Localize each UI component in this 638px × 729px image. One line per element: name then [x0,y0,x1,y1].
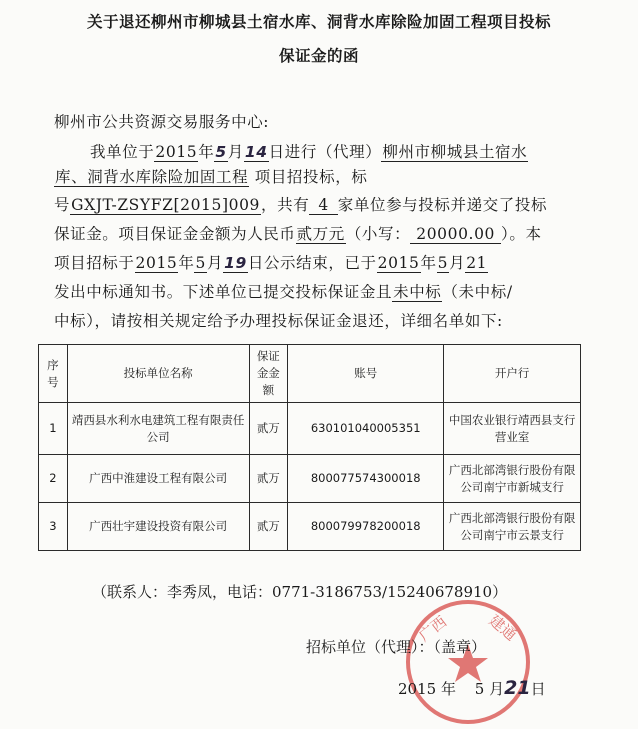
date-day: 19 [224,254,247,272]
body-line-1 [90,140,620,162]
row-bank: 广西北部湾银行股份有限公司南宁市新城支行 [444,455,581,503]
row-account: 630101040005351 [288,403,444,455]
table-row [39,403,581,455]
body-line-7: 中标），请按相关规定给予办理投标保证金退还，详细名单如下: [54,312,503,330]
amount-chinese: 贰万元 [296,225,345,243]
header-index: 序号 [39,345,68,403]
text: 月 [227,143,244,161]
svg-text:广西: 广西 [415,612,451,646]
text: 年 [198,143,215,161]
row-index: 1 [39,403,68,455]
row-company: 广西中淮建设工程有限公司 [67,455,249,503]
text: （小写： [345,225,411,243]
text: 月 [489,680,505,698]
date-year: 2015 [398,680,437,698]
text: （未中标/ [442,283,513,301]
title-line-2: 保证金的函 [278,47,359,65]
date-month: 5 [474,680,485,698]
body-line-6 [54,280,584,302]
text: 项目招投标，标 [254,168,368,186]
header-company: 投标单位名称 [67,345,249,403]
row-company: 广西壮宇建设投资有限公司 [67,503,249,551]
signature-line: 招标单位（代理）：（盖章） [306,638,487,656]
row-amount: 贰万 [249,503,288,551]
row-account: 800077574300018 [288,455,444,503]
text: 日 [247,254,264,272]
text: 公示结束，已于 [263,254,377,272]
text: 发出中标通知书。下述单位已提交投标保证金且 [54,283,393,301]
text: 日进行（代理） [268,143,382,161]
row-bank: 广西北部湾银行股份有限公司南宁市云景支行 [444,503,581,551]
text: 家单位参与投标并递交了投标 [337,196,548,214]
text: 项目招标于 [54,254,135,272]
date-year: 2015 [155,143,198,161]
text: 年 [420,254,437,272]
row-account: 800079978200018 [288,503,444,551]
text: 号 [54,196,71,214]
text: 我单位于 [90,143,155,161]
svg-text:建通: 建通 [485,611,520,645]
company-seal-icon [404,598,532,726]
date-year: 2015 [377,254,420,272]
text: 年 [178,254,195,272]
text: 日 [530,680,546,698]
salutation: 柳州市公共资源交易服务中心: [54,113,270,131]
row-index: 3 [39,503,68,551]
date-day: 14 [244,143,268,161]
text: ，共有 [261,196,310,214]
text: ）。本 [501,225,542,243]
text: 月 [206,254,224,272]
bidder-count: 4 [309,196,337,215]
amount-number: 20000.00 [410,225,501,244]
date-month: 5 [195,254,206,272]
row-amount: 贰万 [249,403,288,455]
header-account: 账号 [288,345,444,403]
date-month: 5 [215,143,227,161]
project-name: 库、洞背水库除险加固工程 [55,168,249,186]
text: 保证金。项目保证金金额为人民币 [54,225,296,243]
table-row [39,455,581,503]
bid-number: GXJT-ZSYFZ[2015]009 [71,196,260,214]
date-month: 5 [437,254,449,272]
title-line-1: 关于退还柳州市柳城县土宿水库、洞背水库除险加固工程项目投标 [86,13,551,31]
date-day: 21 [466,254,488,272]
date-year: 2015 [135,254,178,272]
row-bank: 中国农业银行靖西县支行营业室 [444,403,581,455]
row-company: 靖西县水利水电建筑工程有限责任公司 [67,403,249,455]
text: 年 [440,680,456,698]
refund-table [38,344,581,551]
project-name: 柳州市柳城县土宿水 [382,143,528,161]
row-amount: 贰万 [249,455,288,503]
body-line-3 [54,193,584,215]
text: 月 [449,254,466,272]
table-row [39,503,581,551]
header-amount: 保证金金额 [249,345,288,403]
signature-date [398,677,546,699]
bid-status: 未中标 [393,283,442,301]
body-line-2 [54,165,584,187]
header-bank: 开户行 [444,345,581,403]
body-line-5 [54,251,584,273]
row-index: 2 [39,455,68,503]
body-line-4 [54,222,584,244]
date-day: 21 [504,677,531,699]
contact-info: （联系人：李秀凤，电话：0771-3186753/15240678910） [92,583,508,601]
